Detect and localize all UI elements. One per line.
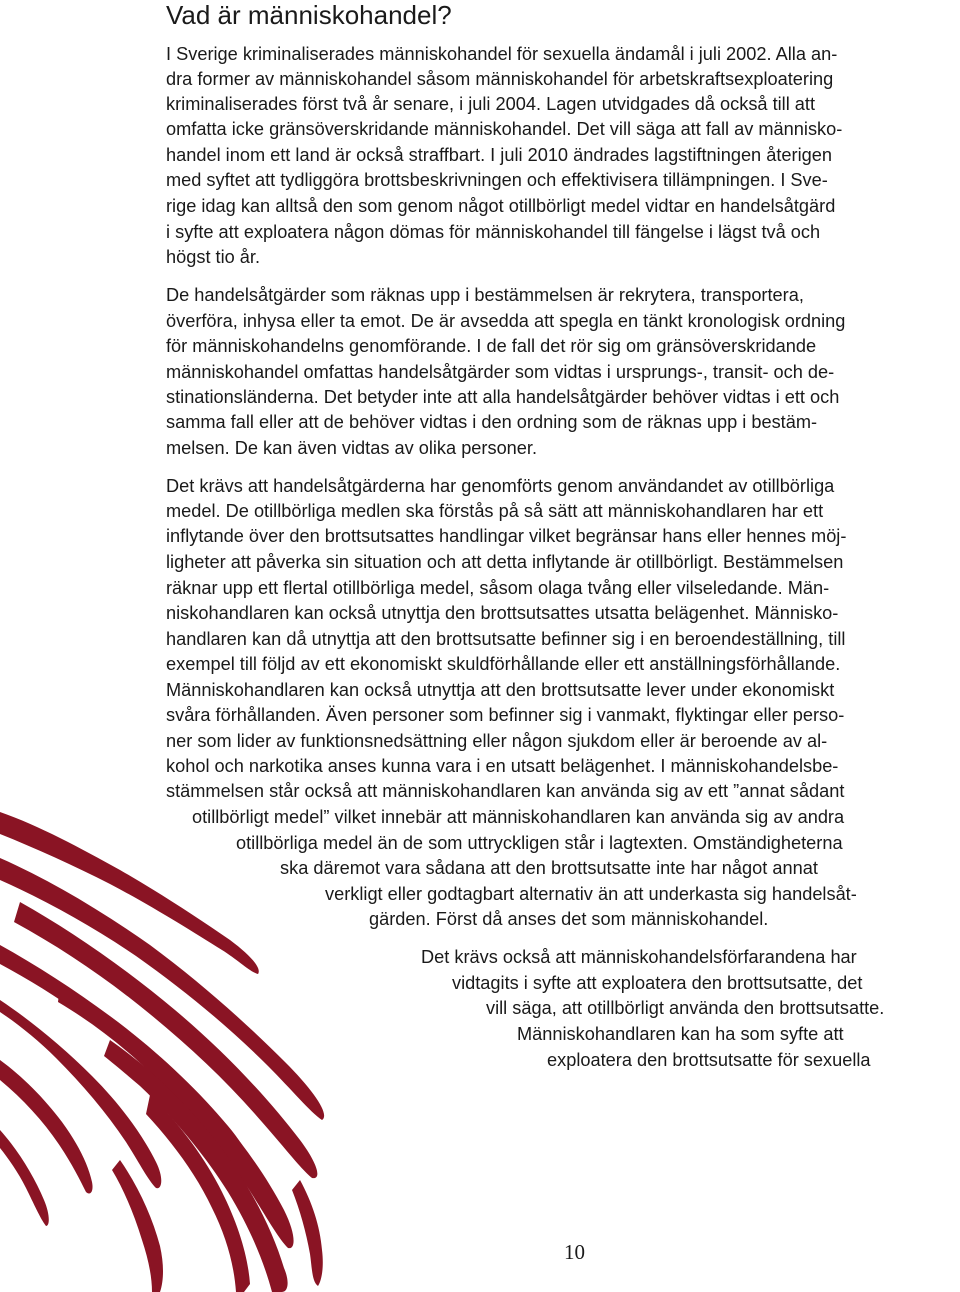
text-line: rige idag kan alltså den som genom något otillbörligt medel vidtar en handelsåtgärd [166, 196, 836, 216]
text-line: vill säga, att otillbörligt använda den brottsutsatte. [486, 998, 885, 1018]
text-line: inflytande över den brottsutsattes handlingar vilket begränsar hans eller hennes möj- [166, 526, 847, 546]
text-line: överföra, inhysa eller ta emot. De är avsedda att spegla en tänkt kronologisk ordning [166, 311, 846, 331]
text-line: otillbörligt medel” vilket innebär att människohandlaren kan använda sig av andra [192, 807, 845, 827]
text-line: De handelsåtgärder som räknas upp i bestämmelsen är rekrytera, transportera, [166, 285, 804, 305]
page-title: Vad är människohandel? [166, 0, 452, 30]
slash-stroke [292, 1180, 323, 1286]
text-line: medel. De otillbörliga medlen ska förstås på så sätt att människohandlaren har ett [166, 501, 824, 521]
text-line: melsen. De kan även vidtas av olika personer. [166, 438, 538, 458]
text-line: människohandel omfattas handelsåtgärder som vidtas i ursprungs-, transit- och de- [166, 362, 835, 382]
text-line: verkligt eller godtagbart alternativ än att underkasta sig handelsåt- [325, 884, 857, 904]
text-line: Människohandlaren kan ha som syfte att [517, 1024, 844, 1044]
text-line: med syftet att tydliggöra brottsbeskrivningen och effektivisera tillämpningen. I Sve- [166, 170, 828, 190]
text-line: ska däremot vara sådana att den brottsutsatte inte har något annat [280, 858, 818, 878]
text-line: för människohandelns genomförande. I de fall det rör sig om gränsöverskridande [166, 336, 817, 356]
page-number: 10 [564, 1240, 585, 1264]
text-line: ner som lider av funktionsnedsättning eller någon sjukdom eller är beroende av al- [166, 731, 828, 751]
text-line: vidtagits i syfte att exploatera den brottsutsatte, det [452, 973, 863, 993]
text-line: otillbörliga medel än de som uttryckligen står i lagtexten. Omständigheterna [236, 833, 843, 853]
text-line: exploatera den brottsutsatte för sexuella [547, 1050, 871, 1070]
text-line: svåra förhållanden. Även personer som befinner sig i vanmakt, flyktingar eller perso- [166, 705, 845, 725]
text-line: Människohandlaren kan också utnyttja att den brottsutsatte lever under ekonomiskt [166, 680, 835, 700]
text-line: samma fall eller att de behöver vidtas i den ordning som de räknas upp i bestäm- [166, 412, 818, 432]
text-line: handlaren kan då utnyttja att den brottsutsatte befinner sig i en beroendeställning, till [166, 629, 846, 649]
text-line: räknar upp ett flertal otillbörliga medel, såsom olaga tvång eller vilseledande. Män- [166, 578, 830, 598]
text-line: exempel till följd av ett ekonomiskt skuldförhållande eller ett anställningsförhållande. [166, 654, 841, 674]
text-line: handel inom ett land är också straffbart. I juli 2010 ändrades lagstiftningen återigen [166, 145, 832, 165]
text-line: gärden. Först då anses det som människohandel. [369, 909, 769, 929]
text-line: stinationsländerna. Det betyder inte att alla handelsåtgärder behöver vidtas i ett och [166, 387, 840, 407]
slash-stroke [0, 1130, 49, 1226]
text-line: kohol och narkotika anses kunna vara i en utsatt belägenhet. I människohandelsbe- [166, 756, 839, 776]
text-line: Det krävs också att människohandelsförfarandena har [421, 947, 857, 967]
text-line: ligheter att påverka sin situation och att detta inflytande är otillbörligt. Bestämmelsen [166, 552, 844, 572]
text-line: omfatta icke gränsöverskridande människohandel. Det vill säga att fall av människo- [166, 119, 843, 139]
text-line: Det krävs att handelsåtgärderna har genomförts genom användandet av otillbörliga [166, 476, 835, 496]
text-line: kriminaliserades först två år senare, i juli 2004. Lagen utvidgades då också till att [166, 94, 816, 114]
text-line: stämmelsen står också att människohandlaren kan använda sig av ett ”annat sådant [166, 781, 845, 801]
text-line: I Sverige kriminaliserades människohandel för sexuella ändamål i juli 2002. Alla an- [166, 44, 838, 64]
text-line: dra former av människohandel såsom människohandel för arbetskraftsexploatering [166, 69, 834, 89]
text-line: niskohandlaren kan också utnyttja den brottsutsattes utsatta belägenhet. Människo- [166, 603, 839, 623]
text-line: i syfte att exploatera någon dömas för människohandel till fängelse i lägst två och [166, 222, 821, 242]
text-line: högst tio år. [166, 247, 261, 267]
